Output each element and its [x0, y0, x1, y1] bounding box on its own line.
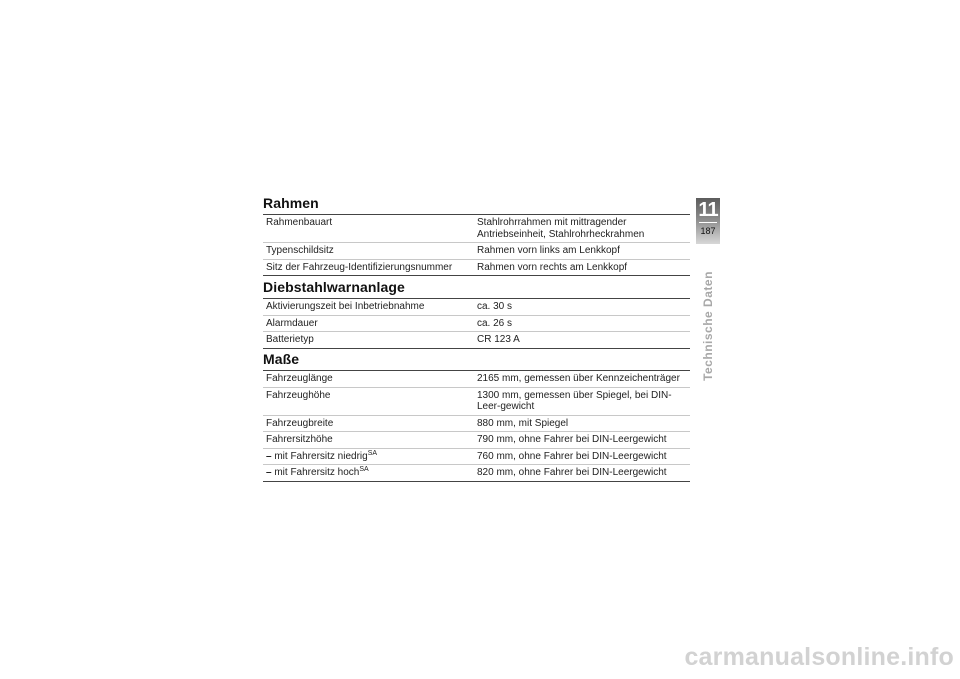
table-row	[263, 259, 690, 276]
row-label-text: mit Fahrersitz niedrig	[274, 450, 368, 462]
chapter-divider	[699, 222, 717, 223]
chapter-tab	[696, 198, 720, 244]
dash-marker: –	[266, 450, 272, 462]
table-row	[263, 315, 690, 332]
row-label: Rahmenbauart	[263, 215, 471, 243]
row-value: 880 mm, mit Spiegel	[471, 415, 690, 432]
table-row	[263, 415, 690, 432]
page-number: 187	[700, 226, 716, 236]
row-label-sub	[263, 448, 471, 465]
spec-table-masse	[263, 370, 690, 482]
row-label: Aktivierungszeit bei Inbetriebnahme	[263, 299, 471, 316]
table-row	[263, 465, 690, 482]
row-label: Fahrzeuglänge	[263, 371, 471, 388]
table-row	[263, 299, 690, 316]
spec-table-rahmen	[263, 214, 690, 276]
spec-table-diebstahlwarnanlage	[263, 298, 690, 349]
sa-superscript: SA	[367, 449, 378, 457]
row-label: Sitz der Fahrzeug-Identifizierungsnummer	[263, 259, 471, 276]
row-label: Alarmdauer	[263, 315, 471, 332]
row-label-text: mit Fahrersitz hoch	[274, 467, 360, 478]
section-title-rahmen: Rahmen	[263, 195, 319, 211]
table-row	[263, 432, 690, 449]
row-label: Fahrzeugbreite	[263, 415, 471, 432]
row-value: ca. 26 s	[471, 315, 690, 332]
sa-superscript: SA	[359, 466, 369, 473]
row-value: Rahmen vorn rechts am Lenkkopf	[471, 259, 690, 276]
watermark: carmanualsonline.info	[684, 643, 954, 671]
table-row	[263, 243, 690, 260]
table-row	[263, 387, 690, 415]
chapter-side-title: Technische Daten	[701, 271, 715, 381]
chapter-number: 11	[698, 199, 718, 221]
section-title-masse: Maße	[263, 351, 300, 367]
dash-marker: –	[266, 467, 272, 478]
table-row	[263, 215, 690, 243]
row-value: CR 123 A	[471, 332, 690, 349]
table-row	[263, 332, 690, 349]
row-label: Batterietyp	[263, 332, 471, 349]
row-label: Fahrersitzhöhe	[263, 432, 471, 449]
row-label: Fahrzeughöhe	[263, 387, 471, 415]
row-value: ca. 30 s	[471, 299, 690, 316]
section-title-diebstahlwarnanlage: Diebstahlwarnanlage	[263, 279, 405, 295]
table-row	[263, 448, 690, 465]
row-value: 820 mm, ohne Fahrer bei DIN-Leergewicht	[471, 465, 690, 482]
table-row	[263, 371, 690, 388]
row-value: 2165 mm, gemessen über Kennzeichenträger	[471, 371, 690, 388]
row-value: Stahlrohrrahmen mit mittragender Antriebseinheit, Stahlrohrheckrahmen	[471, 215, 690, 243]
row-label: Typenschildsitz	[263, 243, 471, 260]
row-value: 760 mm, ohne Fahrer bei DIN-Leergewicht	[471, 448, 690, 465]
row-label-sub	[263, 465, 471, 482]
row-value: 790 mm, ohne Fahrer bei DIN-Leergewicht	[471, 432, 690, 449]
row-value: 1300 mm, gemessen über Spiegel, bei DIN-Leer-gewicht	[471, 387, 690, 415]
row-value: Rahmen vorn links am Lenkkopf	[471, 243, 690, 260]
